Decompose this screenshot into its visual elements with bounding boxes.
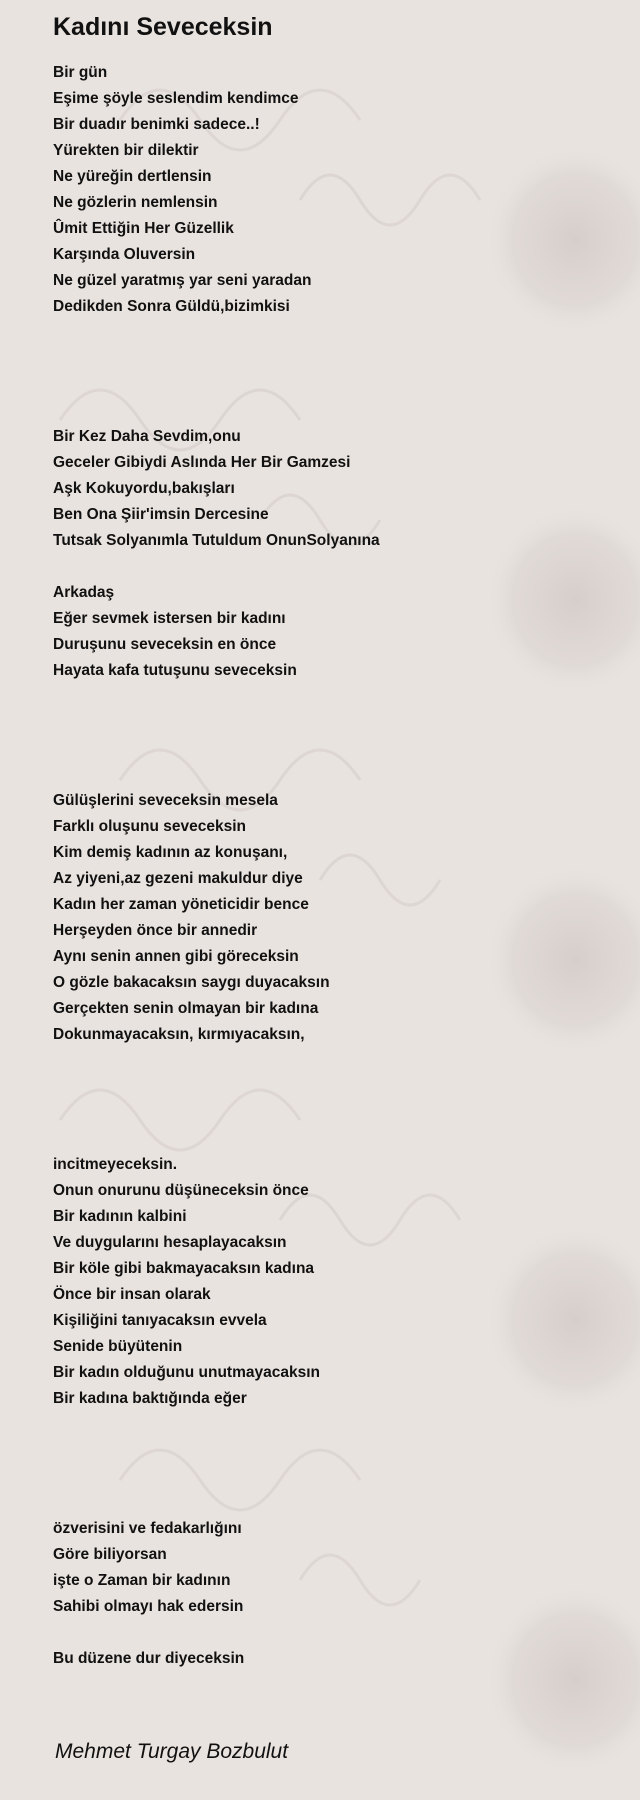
poem-line: Az yiyeni,az gezeni makuldur diye <box>53 870 303 887</box>
poem-line: Duruşunu seveceksin en önce <box>53 636 277 653</box>
stanza-1 <box>53 60 640 320</box>
poem-line: Kim demiş kadının az konuşanı, <box>53 844 288 861</box>
poem-line: işte o Zaman bir kadının <box>53 1572 231 1589</box>
poem-line: Eğer sevmek istersen bir kadını <box>53 610 286 627</box>
stanza-2 <box>53 424 640 554</box>
stanza-3 <box>53 580 640 684</box>
poem-line: Herşeyden önce bir annedir <box>53 922 258 939</box>
poem-line: Senide büyütenin <box>53 1338 183 1355</box>
poem-line: Kişiliğini tanıyacaksın evvela <box>53 1312 267 1329</box>
poem-line: Hayata kafa tutuşunu seveceksin <box>53 662 297 679</box>
poem-line: incitmeyeceksin. <box>53 1156 178 1173</box>
poem-line: Ûmit Ettiğin Her Güzellik <box>53 220 234 237</box>
poem-line: Sahibi olmayı hak edersin <box>53 1598 244 1615</box>
poem-line: Göre biliyorsan <box>53 1546 167 1563</box>
poem-line: Onun onurunu düşüneceksin önce <box>53 1182 309 1199</box>
poem-line: Aşk Kokuyordu,bakışları <box>53 480 235 497</box>
poem-line: Gerçekten senin olmayan bir kadına <box>53 1000 319 1017</box>
stanza-7 <box>53 1646 640 1672</box>
poem-author: Mehmet Turgay Bozbulut <box>55 1740 289 1763</box>
poem-line: Dedikden Sonra Güldü,bizimkisi <box>53 298 290 315</box>
poem-line: Bir Kez Daha Sevdim,onu <box>53 428 241 445</box>
poem-line: Ve duygularını hesaplayacaksın <box>53 1234 287 1251</box>
poem-line: Ne güzel yaratmış yar seni yaradan <box>53 272 312 289</box>
poem-line: Bir köle gibi bakmayacaksın kadına <box>53 1260 315 1277</box>
poem-line: O gözle bakacaksın saygı duyacaksın <box>53 974 330 991</box>
poem-line: Bir duadır benimki sadece..! <box>53 116 260 133</box>
poem-line: Karşında Oluversin <box>53 246 196 263</box>
poem-line: Dokunmayacaksın, kırmıyacaksın, <box>53 1026 305 1043</box>
poem-line: Ne gözlerin nemlensin <box>53 194 218 211</box>
poem-line: Ne yüreğin dertlensin <box>53 168 212 185</box>
stanza-5 <box>53 1152 640 1412</box>
poem-title: Kadını Seveceksin <box>53 13 273 41</box>
stanza-6 <box>53 1516 640 1620</box>
poem-line: Tutsak Solyanımla Tutuldum OnunSolyanına <box>53 532 380 549</box>
poem-line: Bir kadın olduğunu unutmayacaksın <box>53 1364 320 1381</box>
poem-line: Yürekten bir dilektir <box>53 142 199 159</box>
poem-line: Bir kadına baktığında eğer <box>53 1390 247 1407</box>
poem-line: Gülüşlerini seveceksin mesela <box>53 792 278 809</box>
poem-line: Arkadaş <box>53 584 115 601</box>
poem-line: Önce bir insan olarak <box>53 1286 211 1303</box>
poem-line: Aynı senin annen gibi göreceksin <box>53 948 299 965</box>
stanza-4 <box>53 788 640 1048</box>
poem-line: Bu düzene dur diyeceksin <box>53 1650 245 1667</box>
poem-line: Farklı oluşunu seveceksin <box>53 818 246 835</box>
poem-line: özverisini ve fedakarlığını <box>53 1520 242 1537</box>
poem-line: Ben Ona Şiir'imsin Dercesine <box>53 506 269 523</box>
poem-line: Bir kadının kalbini <box>53 1208 187 1225</box>
poem-line: Geceler Gibiydi Aslında Her Bir Gamzesi <box>53 454 351 471</box>
poem-line: Kadın her zaman yöneticidir bence <box>53 896 309 913</box>
poem-line: Eşime şöyle seslendim kendimce <box>53 90 299 107</box>
poem-line: Bir gün <box>53 64 108 81</box>
